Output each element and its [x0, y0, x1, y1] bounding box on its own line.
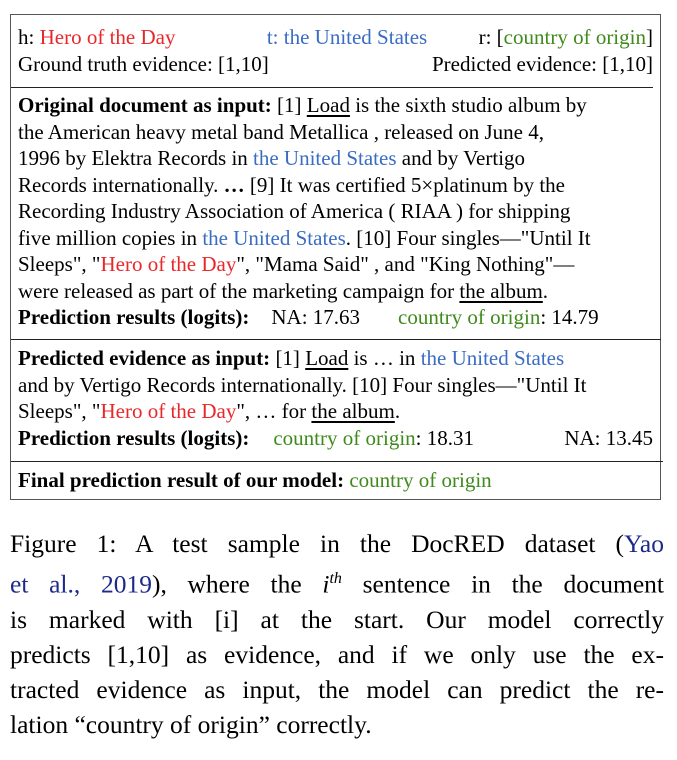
original-document-section — [11, 92, 660, 331]
na-logit: NA: 17.63 — [271, 305, 361, 329]
relation: r: [country of origin] — [478, 25, 653, 49]
original-line-7: Sleeps", "Hero of the Day", "Mama Said" , and "King Nothing"— — [18, 252, 575, 276]
figure-box — [10, 14, 661, 500]
predicted-prediction-row: Prediction results (logits): country of origin: 18.31 NA: 13.45 — [18, 425, 653, 450]
caption-line-4: predicts [1,10] as evidence, and if we only use the ex- — [10, 639, 664, 669]
citation-link-cont[interactable]: et al., 2019 — [10, 569, 152, 599]
predicted-line-2: and by Vertigo Records internationally. [10] Four singles—"Until It — [18, 372, 587, 397]
caption-line-2: et al., 2019), where the $i^{th}$ sentence in the document — [10, 569, 665, 599]
divider-1 — [11, 87, 653, 88]
predicted-line-1: Predicted evidence as input: [1] Load is … in the United States — [18, 346, 565, 370]
caption-line-3: is marked with [i] at the start. Our model correctly — [10, 604, 664, 634]
caption-line-5: tracted evidence as input, the model can predict the re- — [10, 674, 664, 704]
ground-truth-evidence: Ground truth evidence: [1,10] — [18, 51, 269, 76]
divider-3 — [11, 461, 663, 462]
figure-caption — [10, 526, 664, 742]
predicted-evidence: Predicted evidence: [1,10] — [432, 51, 653, 76]
original-line-2: the American heavy metal band Metallica , released on June 4, — [18, 119, 544, 144]
original-prediction-row: Prediction results (logits): NA: 17.63 country of origin: 14.79 — [18, 305, 599, 329]
caption-line-6: lation “country of origin” correctly. — [10, 709, 372, 739]
original-line-4: Records internationally. … [9] It was certified 5×platinum by the — [18, 172, 566, 197]
head-entity: h: Hero of the Day — [18, 25, 176, 49]
citation-link[interactable]: Yao — [624, 529, 664, 558]
final-result-row: Final prediction result of our model: country of origin — [18, 468, 492, 492]
na-logit-predicted: NA: 13.45 — [564, 425, 653, 450]
header-row-1 — [18, 24, 653, 51]
original-line-8: were released as part of the marketing campaign for the album. — [18, 278, 549, 303]
original-line-3: 1996 by Elektra Records in the United States and by Vertigo — [18, 146, 526, 170]
original-line-1: Original document as input: [1] Load is the sixth studio album by — [18, 93, 587, 117]
original-line-5: Recording Industry Association of America ( RIAA ) for shipping — [18, 199, 571, 223]
header-section — [11, 24, 660, 77]
predicted-evidence-section — [11, 345, 660, 451]
final-result-section — [11, 467, 660, 494]
predicted-line-3: Sleeps", "Hero of the Day", … for the album. — [18, 399, 401, 423]
header-row-2 — [18, 51, 653, 78]
original-line-6: five million copies in the United States. [10] Four singles—"Until It — [18, 225, 591, 250]
caption-line-1: Figure 1: A test sample in the DocRED dataset (Yao — [10, 529, 664, 558]
divider-2 — [11, 339, 661, 340]
tail-entity: t: the United States — [266, 25, 428, 49]
